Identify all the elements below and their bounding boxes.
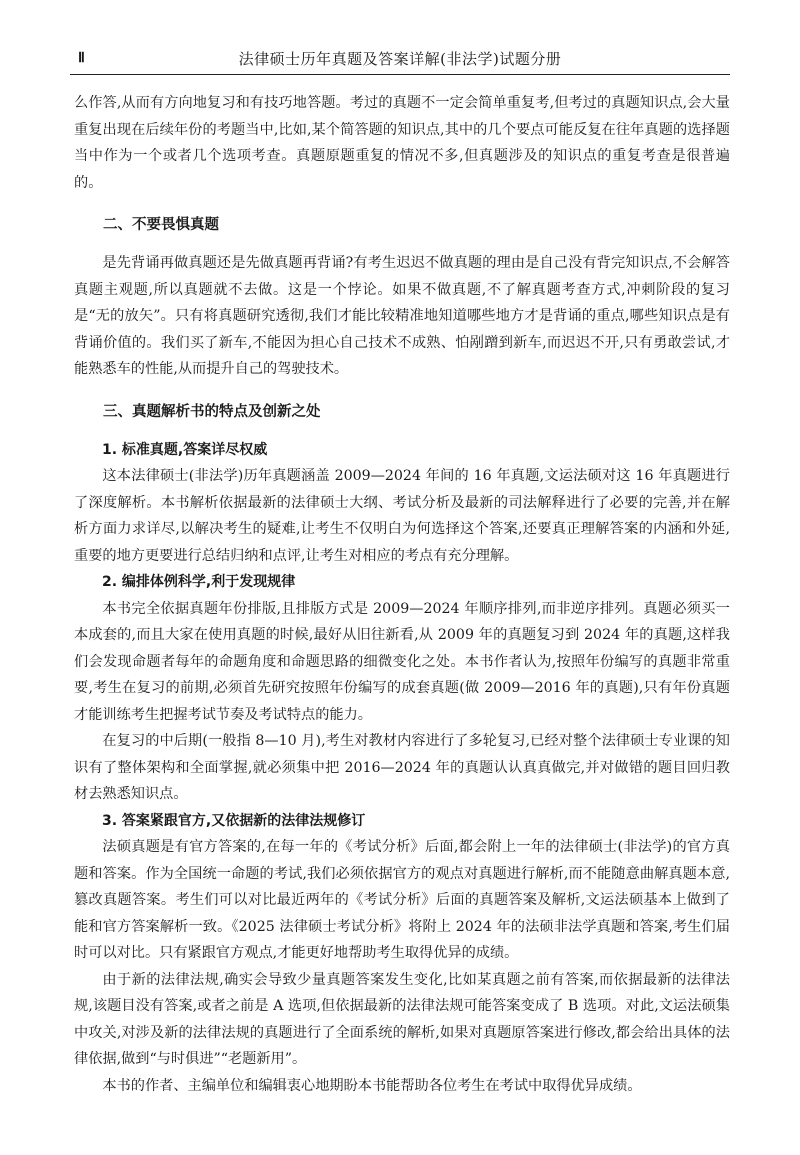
paragraph: 在复习的中后期(一般指 8—10 月),考生对教材内容进行了多轮复习,已经对整个法律硕士专业课的知识有了整体架构和全面掌握,就必须集中把 2016—2024 年的真题认认真真做完,并对做错的题目回归教材去熟悉知识点。 [74, 733, 730, 802]
paragraph: 是先背诵再做真题还是先做真题再背诵?有考生迟迟不做真题的理由是自己没有背完知识点,不会解答真题主观题,所以真题就不去做。这是一个悖论。如果不做真题,不了解真题考查方式,冲刺阶段的复习是“无的放矢”。只有将真题研究透彻,我们才能比较精准地知道哪些地方才是背诵的重点,哪些知识点是有背诵价值的。我们买了新车,不能因为担心自己技术不成熟、怕剐蹭到新车,而迟迟不开,只有勇敢尝试,才能熟悉车的性能,从而提升自己的驾驶技术。 [74, 255, 730, 377]
paragraph: 本书完全依据真题年份排版,且排版方式是 2009—2024 年顺序排列,而非逆序排列。真题必须买一本成套的,而且大家在使用真题的时候,最好从旧往新看,从 2009 年的真题复习到 2024 年的真题,这样我们会发现命题者每年的命题角度和命题思路的细微变化之处。本书作者认为,按照年份编写的真题非常重要,考生在复习的前期,必须首先研究按照年份编写的成套真题(做 2009—2016 年的真题),只有年份真题才能训练考生把握考试节奏及考试特点的能力。 [74, 600, 730, 723]
section-heading: 二、不要畏惧真题 [103, 217, 219, 233]
subsection-heading: 3. 答案紧跟官方,又依据新的法律法规修订 [102, 812, 366, 829]
paragraph: 法硕真题是有官方答案的,在每一年的《考试分析》后面,都会附上一年的法律硕士(非法学)的官方真题和答案。作为全国统一命题的考试,我们必须依据官方的观点对真题进行解析,而不能随意曲解真题本意,篡改真题答案。考生们可以对比最近两年的《考试分析》后面的真题答案及解析,文运法硕基本上做到了能和官方答案解析一致。《2025 法律硕士考试分析》将附上 2024 年的法硕非法学真题和答案,考生们届时可以对比。只有紧跟官方观点,才能更好地帮助考生取得优异的成绩。 [74, 839, 730, 961]
page-number: Ⅱ [78, 51, 85, 66]
book-title: 法律硕士历年真题及答案详解(非法学)试题分册 [238, 50, 562, 68]
running-header [70, 44, 730, 75]
body-text [74, 90, 730, 1099]
subsection-heading: 2. 编排体例科学,利于发现规律 [102, 574, 296, 590]
paragraph: 本书的作者、主编单位和编辑衷心地期盼本书能帮助各位考生在考试中取得优异成绩。 [102, 1077, 642, 1094]
paragraph: 由于新的法律法规,确实会导致少量真题答案发生变化,比如某真题之前有答案,而依据最新的法律法规,该题目没有答案,或者之前是 A 选项,但依据最新的法律法规可能答案变成了 B 选项。对此,文运法硕集中攻关,对涉及新的法律法规的真题进行了全面系统的解析,如果对真题原答案进行修改,都会给出具体的法律依据,做到“与时俱进”“老题新用”。 [74, 971, 730, 1067]
subsection-heading: 1. 标准真题,答案详尽权威 [102, 441, 268, 458]
section-heading: 三、真题解析书的特点及创新之处 [103, 403, 321, 420]
paragraph: 这本法律硕士(非法学)历年真题涵盖 2009—2024 年间的 16 年真题,文运法硕对这 16 年真题进行了深度解析。本书解析依据最新的法律硕士大纲、考试分析及最新的司法解释进行了必要的完善,并在解析方面力求详尽,以解决考生的疑难,让考生不仅明白为何选择这个答案,还要真正理解答案的内涵和外延,重要的地方更要进行总结归纳和点评,让考生对相应的考点有充分理解。 [74, 468, 730, 564]
paragraph: 么作答,从而有方向地复习和有技巧地答题。考过的真题不一定会简单重复考,但考过的真题知识点,会大量重复出现在后续年份的考题当中,比如,某个简答题的知识点,其中的几个要点可能反复在往年真题的选择题当中作为一个或者几个选项考查。真题原题重复的情况不多,但真题涉及的知识点的重复考查是很普遍的。 [74, 95, 730, 191]
